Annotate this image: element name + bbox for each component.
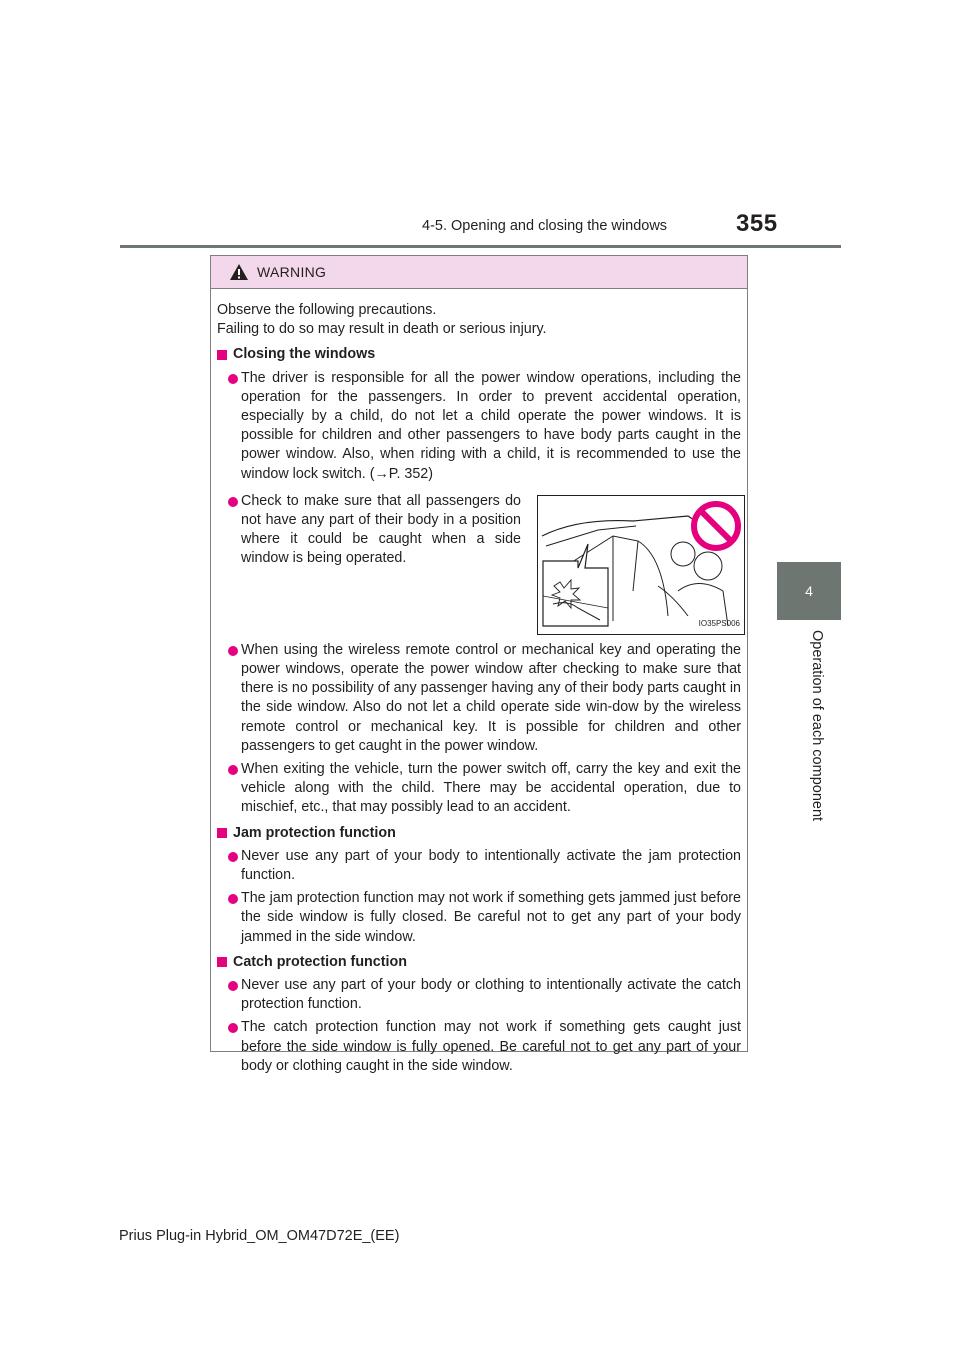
chapter-number: 4: [805, 583, 813, 599]
section-heading-text: Jam protection function: [233, 824, 396, 841]
bullet-dot-icon: [228, 374, 238, 384]
section-heading-text: Catch protection function: [233, 953, 407, 970]
bullet-item: [217, 641, 741, 756]
bullet-dot-icon: [228, 894, 238, 904]
bullet-text: The driver is responsible for all the power window operations, including the operation for the passengers. In order to prevent accidental operation, especially by a child, do not let a child operate the power windows. It is possible for children and other passengers to have body parts caught in the power window. Also, when riding with a child, it is recommended to use the window lock switch. (→P. 352): [241, 369, 741, 482]
bullet-item: [217, 976, 741, 1014]
square-bullet-icon: [217, 828, 227, 838]
bullet-dot-icon: [228, 497, 238, 507]
bullet-item: [217, 889, 741, 947]
bullet-dot-icon: [228, 981, 238, 991]
bullet-item: [217, 760, 741, 818]
bullet-with-illustration: [217, 492, 741, 635]
chapter-tab: [777, 562, 841, 620]
bullet-dot-icon: [228, 1023, 238, 1033]
bullet-text: When using the wireless remote control or mechanical key and operating the power windows, operate the power window after checking to make sure that there is no possibility of any passenger having any of their body parts caught in the side window. Also do not let a child operate side win-dow by the wireless remote control or mechanical key. It is possible for children and other passengers to get caught in the power window.: [241, 641, 741, 754]
warning-label: WARNING: [257, 264, 327, 280]
bullet-text: Never use any part of your body or clothing to intentionally activate the catch protection function.: [241, 977, 741, 1013]
bullet-item: [217, 369, 741, 484]
window-warning-illustration: [537, 495, 745, 635]
bullet-text: Never use any part of your body to intentionally activate the jam protection function.: [241, 847, 741, 884]
bullet-dot-icon: [228, 646, 238, 656]
warning-triangle-icon: [229, 263, 249, 281]
section-heading: [217, 824, 741, 843]
bullet-text: The catch protection function may not work if something gets caught just before the side window is fully opened. Be careful not to get any part of your body or clothing caught in the side window.: [241, 1019, 741, 1074]
bullet-dot-icon: [228, 765, 238, 775]
warning-intro: [217, 301, 741, 339]
square-bullet-icon: [217, 350, 227, 360]
bullet-item: [217, 492, 521, 635]
bullet-text: The jam protection function may not work if something gets jammed just before the side window is fully closed. Be careful not to get any part of your body jammed in the side window.: [241, 890, 741, 945]
bullet-text: Check to make sure that all passengers do not have any part of their body in a position where it could be caught when a side window is being operated.: [241, 492, 521, 567]
bullet-dot-icon: [228, 852, 238, 862]
header-divider: [120, 245, 841, 248]
square-bullet-icon: [217, 957, 227, 967]
bullet-text: When exiting the vehicle, turn the power switch off, carry the key and exit the vehicle along with the child. There may be accidental operation, due to mischief, etc., that may possibly lead to an accident.: [241, 761, 741, 816]
section-heading: [217, 345, 741, 364]
intro-line: Observe the following precautions.: [217, 302, 437, 318]
intro-line: Failing to do so may result in death or serious injury.: [217, 321, 547, 338]
footer-doc-id: Prius Plug-in Hybrid_OM_OM47D72E_(EE): [119, 1228, 400, 1244]
section-heading-text: Closing the windows: [233, 346, 376, 363]
page-number: 355: [736, 210, 778, 237]
section-title: 4-5. Opening and closing the windows: [422, 218, 668, 234]
car-interior-icon: [538, 496, 744, 632]
chapter-title: Operation of each component: [809, 630, 825, 822]
warning-header: [211, 256, 747, 289]
bullet-item: [217, 847, 741, 885]
illustration-code: IO35PS006: [698, 618, 740, 628]
bullet-item: [217, 1018, 741, 1076]
section-heading: [217, 953, 741, 972]
warning-box: [210, 255, 748, 1074]
warning-body: [211, 289, 747, 1076]
